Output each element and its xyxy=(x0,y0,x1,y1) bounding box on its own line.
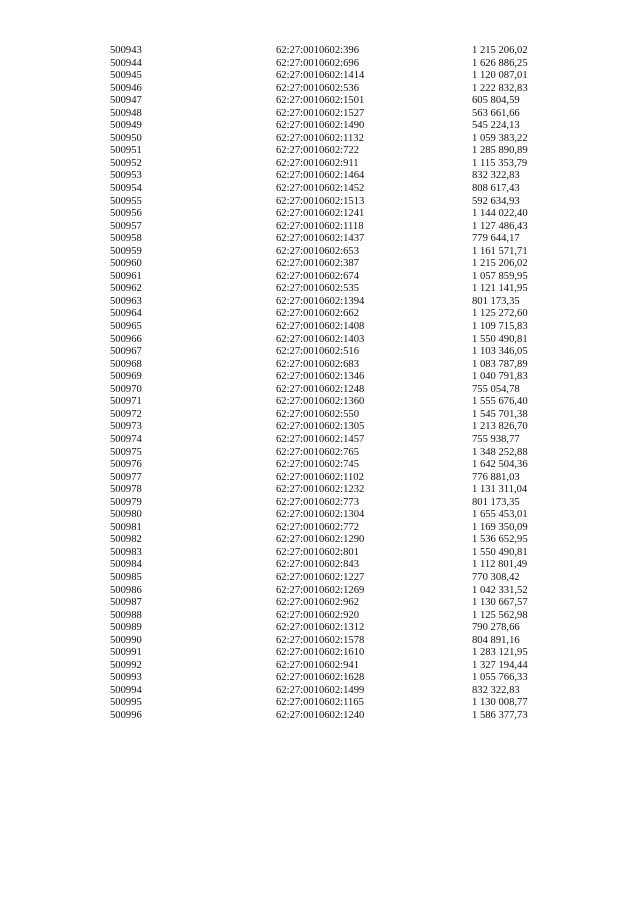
cadastral-value: 755 054,78 xyxy=(472,383,520,395)
cadastral-value: 832 322,83 xyxy=(472,684,520,696)
row-number: 500991 xyxy=(110,647,142,659)
row-number: 500944 xyxy=(110,57,142,69)
row-number: 500982 xyxy=(110,534,142,546)
table-row xyxy=(110,547,590,560)
cadastral-value: 1 040 791,83 xyxy=(472,371,528,383)
cadastral-number: 62:27:0010602:962 xyxy=(276,597,359,609)
cadastral-number: 62:27:0010602:1102 xyxy=(276,471,364,483)
row-number: 500995 xyxy=(110,697,142,709)
row-number: 500945 xyxy=(110,70,142,82)
cadastral-number: 62:27:0010602:1227 xyxy=(276,571,365,583)
cadastral-value: 1 125 272,60 xyxy=(472,308,528,320)
row-number: 500993 xyxy=(110,672,142,684)
cadastral-number: 62:27:0010602:1305 xyxy=(276,421,365,433)
cadastral-value: 779 644,17 xyxy=(472,233,520,245)
cadastral-number: 62:27:0010602:772 xyxy=(276,521,359,533)
row-number: 500962 xyxy=(110,283,142,295)
table-row xyxy=(110,308,590,321)
row-number: 500960 xyxy=(110,258,142,270)
cadastral-number: 62:27:0010602:773 xyxy=(276,496,359,508)
table-row xyxy=(110,334,590,347)
cadastral-value: 808 617,43 xyxy=(472,183,520,195)
cadastral-value: 1 215 206,02 xyxy=(472,258,528,270)
cadastral-number: 62:27:0010602:1490 xyxy=(276,120,365,132)
table-row xyxy=(110,371,590,384)
row-number: 500996 xyxy=(110,709,142,721)
table-row xyxy=(110,434,590,447)
table-row xyxy=(110,585,590,598)
row-number: 500971 xyxy=(110,396,142,408)
cadastral-number: 62:27:0010602:653 xyxy=(276,245,359,257)
cadastral-number: 62:27:0010602:662 xyxy=(276,308,359,320)
cadastral-value: 1 536 652,95 xyxy=(472,534,528,546)
row-number: 500970 xyxy=(110,383,142,395)
table-row xyxy=(110,572,590,585)
row-number: 500977 xyxy=(110,471,142,483)
table-row xyxy=(110,58,590,71)
table-row xyxy=(110,221,590,234)
table-row xyxy=(110,271,590,284)
cadastral-value: 1 130 667,57 xyxy=(472,597,528,609)
table-row xyxy=(110,246,590,259)
cadastral-number: 62:27:0010602:683 xyxy=(276,358,359,370)
cadastral-value: 1 285 890,89 xyxy=(472,145,528,157)
cadastral-value: 545 224,13 xyxy=(472,120,520,132)
row-number: 500951 xyxy=(110,145,142,157)
table-row xyxy=(110,472,590,485)
cadastral-value: 1 550 490,81 xyxy=(472,546,528,558)
table-row xyxy=(110,296,590,309)
cadastral-number: 62:27:0010602:911 xyxy=(276,157,359,169)
cadastral-number: 62:27:0010602:1232 xyxy=(276,484,365,496)
table-row xyxy=(110,196,590,209)
cadastral-value: 563 661,66 xyxy=(472,107,520,119)
row-number: 500987 xyxy=(110,597,142,609)
row-number: 500990 xyxy=(110,634,142,646)
cadastral-value: 1 655 453,01 xyxy=(472,509,528,521)
cadastral-value-table xyxy=(110,45,590,723)
cadastral-value: 1 057 859,95 xyxy=(472,270,528,282)
row-number: 500954 xyxy=(110,183,142,195)
cadastral-number: 62:27:0010602:550 xyxy=(276,408,359,420)
cadastral-number: 62:27:0010602:1403 xyxy=(276,333,365,345)
table-row xyxy=(110,597,590,610)
table-row xyxy=(110,447,590,460)
row-number: 500949 xyxy=(110,120,142,132)
cadastral-value: 1 327 194,44 xyxy=(472,659,528,671)
cadastral-value: 1 550 490,81 xyxy=(472,333,528,345)
table-row xyxy=(110,509,590,522)
cadastral-value: 1 120 087,01 xyxy=(472,70,528,82)
table-row xyxy=(110,108,590,121)
cadastral-number: 62:27:0010602:920 xyxy=(276,609,359,621)
cadastral-number: 62:27:0010602:516 xyxy=(276,346,359,358)
table-row xyxy=(110,283,590,296)
table-row xyxy=(110,710,590,723)
table-row xyxy=(110,158,590,171)
row-number: 500965 xyxy=(110,321,142,333)
cadastral-value: 1 586 377,73 xyxy=(472,709,528,721)
row-number: 500957 xyxy=(110,220,142,232)
cadastral-number: 62:27:0010602:1501 xyxy=(276,95,365,107)
table-row xyxy=(110,559,590,572)
row-number: 500974 xyxy=(110,433,142,445)
cadastral-number: 62:27:0010602:1240 xyxy=(276,709,365,721)
cadastral-value: 1 161 571,71 xyxy=(472,245,528,257)
table-row xyxy=(110,672,590,685)
cadastral-value: 1 283 121,95 xyxy=(472,647,528,659)
cadastral-value: 1 222 832,83 xyxy=(472,82,528,94)
table-row xyxy=(110,183,590,196)
cadastral-number: 62:27:0010602:745 xyxy=(276,459,359,471)
table-row xyxy=(110,484,590,497)
row-number: 500975 xyxy=(110,446,142,458)
cadastral-value: 1 626 886,25 xyxy=(472,57,528,69)
cadastral-number: 62:27:0010602:674 xyxy=(276,270,359,282)
cadastral-value: 592 634,93 xyxy=(472,195,520,207)
row-number: 500955 xyxy=(110,195,142,207)
cadastral-value: 1 059 383,22 xyxy=(472,132,528,144)
table-row xyxy=(110,83,590,96)
cadastral-value: 790 278,66 xyxy=(472,622,520,634)
row-number: 500985 xyxy=(110,571,142,583)
cadastral-number: 62:27:0010602:1464 xyxy=(276,170,365,182)
row-number: 500952 xyxy=(110,157,142,169)
cadastral-number: 62:27:0010602:941 xyxy=(276,659,359,671)
cadastral-number: 62:27:0010602:1346 xyxy=(276,371,365,383)
table-row xyxy=(110,522,590,535)
row-number: 500988 xyxy=(110,609,142,621)
table-row xyxy=(110,170,590,183)
cadastral-value: 755 938,77 xyxy=(472,433,520,445)
row-number: 500981 xyxy=(110,521,142,533)
table-row xyxy=(110,133,590,146)
row-number: 500968 xyxy=(110,358,142,370)
table-row xyxy=(110,396,590,409)
table-row xyxy=(110,120,590,133)
cadastral-number: 62:27:0010602:1132 xyxy=(276,132,364,144)
cadastral-number: 62:27:0010602:1360 xyxy=(276,396,365,408)
row-number: 500979 xyxy=(110,496,142,508)
cadastral-value: 1 642 504,36 xyxy=(472,459,528,471)
cadastral-value: 776 881,03 xyxy=(472,471,520,483)
cadastral-value: 1 055 766,33 xyxy=(472,672,528,684)
table-row xyxy=(110,233,590,246)
cadastral-number: 62:27:0010602:801 xyxy=(276,546,359,558)
cadastral-number: 62:27:0010602:1437 xyxy=(276,233,365,245)
table-row xyxy=(110,534,590,547)
table-row xyxy=(110,384,590,397)
cadastral-value: 1 213 826,70 xyxy=(472,421,528,433)
cadastral-value: 1 103 346,05 xyxy=(472,346,528,358)
cadastral-value: 1 121 141,95 xyxy=(472,283,528,295)
cadastral-value: 1 144 022,40 xyxy=(472,208,528,220)
cadastral-value: 1 125 562,98 xyxy=(472,609,528,621)
cadastral-number: 62:27:0010602:1269 xyxy=(276,584,365,596)
cadastral-value: 801 173,35 xyxy=(472,496,520,508)
cadastral-value: 1 042 331,52 xyxy=(472,584,528,596)
cadastral-number: 62:27:0010602:1452 xyxy=(276,183,365,195)
table-row xyxy=(110,45,590,58)
row-number: 500973 xyxy=(110,421,142,433)
row-number: 500992 xyxy=(110,659,142,671)
cadastral-number: 62:27:0010602:1165 xyxy=(276,697,364,709)
row-number: 500943 xyxy=(110,45,142,56)
cadastral-value: 1 127 486,43 xyxy=(472,220,528,232)
table-row xyxy=(110,258,590,271)
row-number: 500963 xyxy=(110,295,142,307)
row-number: 500972 xyxy=(110,408,142,420)
row-number: 500980 xyxy=(110,509,142,521)
cadastral-value: 1 115 353,79 xyxy=(472,157,528,169)
row-number: 500946 xyxy=(110,82,142,94)
cadastral-number: 62:27:0010602:396 xyxy=(276,45,359,56)
row-number: 500964 xyxy=(110,308,142,320)
cadastral-value: 1 555 676,40 xyxy=(472,396,528,408)
cadastral-number: 62:27:0010602:1628 xyxy=(276,672,365,684)
cadastral-value: 1 109 715,83 xyxy=(472,321,528,333)
table-row xyxy=(110,660,590,673)
cadastral-number: 62:27:0010602:696 xyxy=(276,57,359,69)
row-number: 500984 xyxy=(110,559,142,571)
table-row xyxy=(110,610,590,623)
cadastral-value: 1 112 801,49 xyxy=(472,559,528,571)
table-row xyxy=(110,497,590,510)
table-row xyxy=(110,346,590,359)
row-number: 500956 xyxy=(110,208,142,220)
row-number: 500967 xyxy=(110,346,142,358)
cadastral-value: 605 804,59 xyxy=(472,95,520,107)
row-number: 500994 xyxy=(110,684,142,696)
row-number: 500983 xyxy=(110,546,142,558)
table-row xyxy=(110,685,590,698)
row-number: 500950 xyxy=(110,132,142,144)
cadastral-value: 1 348 252,88 xyxy=(472,446,528,458)
cadastral-number: 62:27:0010602:1304 xyxy=(276,509,365,521)
cadastral-value: 1 131 311,04 xyxy=(472,484,528,496)
row-number: 500947 xyxy=(110,95,142,107)
table-row xyxy=(110,208,590,221)
cadastral-number: 62:27:0010602:1610 xyxy=(276,647,365,659)
row-number: 500959 xyxy=(110,245,142,257)
cadastral-value: 1 083 787,89 xyxy=(472,358,528,370)
table-row xyxy=(110,409,590,422)
row-number: 500969 xyxy=(110,371,142,383)
row-number: 500989 xyxy=(110,622,142,634)
cadastral-value: 1 130 008,77 xyxy=(472,697,528,709)
row-number: 500976 xyxy=(110,459,142,471)
cadastral-number: 62:27:0010602:1312 xyxy=(276,622,365,634)
cadastral-number: 62:27:0010602:536 xyxy=(276,82,359,94)
cadastral-value: 1 215 206,02 xyxy=(472,45,528,56)
table-row xyxy=(110,70,590,83)
cadastral-value: 1 545 701,38 xyxy=(472,408,528,420)
table-row xyxy=(110,459,590,472)
cadastral-number: 62:27:0010602:1241 xyxy=(276,208,365,220)
cadastral-number: 62:27:0010602:1414 xyxy=(276,70,365,82)
row-number: 500953 xyxy=(110,170,142,182)
table-row xyxy=(110,622,590,635)
cadastral-number: 62:27:0010602:1513 xyxy=(276,195,365,207)
row-number: 500961 xyxy=(110,270,142,282)
row-number: 500948 xyxy=(110,107,142,119)
cadastral-number: 62:27:0010602:1290 xyxy=(276,534,365,546)
cadastral-number: 62:27:0010602:1527 xyxy=(276,107,365,119)
cadastral-number: 62:27:0010602:1408 xyxy=(276,321,365,333)
cadastral-number: 62:27:0010602:387 xyxy=(276,258,359,270)
table-row xyxy=(110,145,590,158)
row-number: 500958 xyxy=(110,233,142,245)
cadastral-value: 804 891,16 xyxy=(472,634,520,646)
cadastral-value: 770 308,42 xyxy=(472,571,520,583)
cadastral-number: 62:27:0010602:1499 xyxy=(276,684,365,696)
cadastral-value: 801 173,35 xyxy=(472,295,520,307)
cadastral-number: 62:27:0010602:722 xyxy=(276,145,359,157)
cadastral-number: 62:27:0010602:1457 xyxy=(276,433,365,445)
row-number: 500978 xyxy=(110,484,142,496)
cadastral-number: 62:27:0010602:1248 xyxy=(276,383,365,395)
table-row xyxy=(110,635,590,648)
row-number: 500986 xyxy=(110,584,142,596)
cadastral-value: 832 322,83 xyxy=(472,170,520,182)
table-row xyxy=(110,697,590,710)
cadastral-number: 62:27:0010602:1578 xyxy=(276,634,365,646)
cadastral-number: 62:27:0010602:1394 xyxy=(276,295,365,307)
cadastral-value: 1 169 350,09 xyxy=(472,521,528,533)
table-row xyxy=(110,95,590,108)
cadastral-number: 62:27:0010602:765 xyxy=(276,446,359,458)
table-row xyxy=(110,421,590,434)
cadastral-number: 62:27:0010602:1118 xyxy=(276,220,364,232)
row-number: 500966 xyxy=(110,333,142,345)
table-row xyxy=(110,321,590,334)
table-row xyxy=(110,647,590,660)
cadastral-number: 62:27:0010602:843 xyxy=(276,559,359,571)
table-row xyxy=(110,359,590,372)
cadastral-number: 62:27:0010602:535 xyxy=(276,283,359,295)
